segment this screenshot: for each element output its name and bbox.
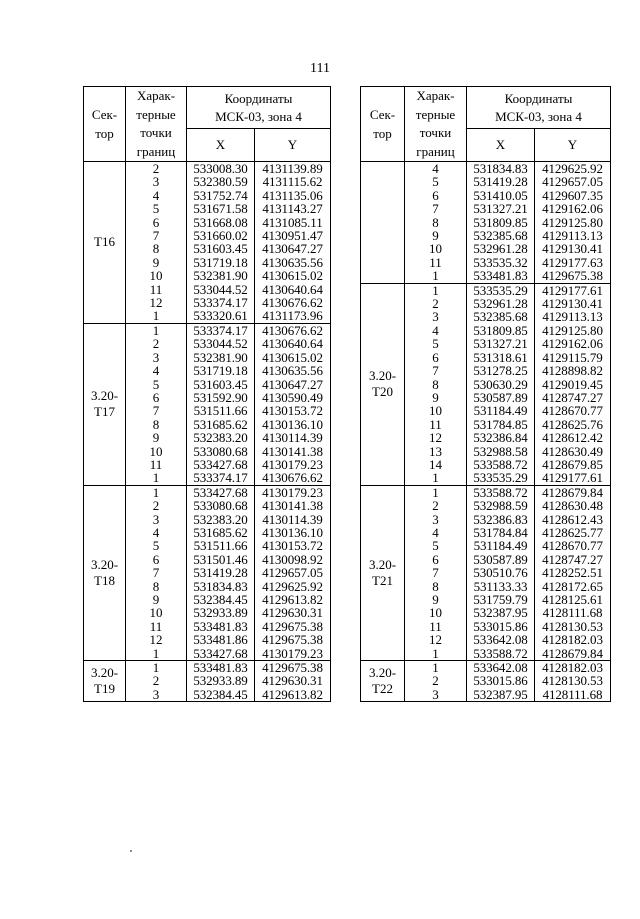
point-cell: 3 bbox=[126, 688, 187, 702]
x-cell: 531592.90 bbox=[187, 391, 255, 404]
point-cell: 2 bbox=[126, 499, 187, 512]
point-cell: 5 bbox=[405, 337, 467, 350]
x-cell: 532386.83 bbox=[467, 513, 535, 526]
x-cell: 533642.08 bbox=[467, 633, 535, 646]
point-cell: 3 bbox=[126, 513, 187, 526]
point-cell: 3 bbox=[126, 175, 187, 188]
point-cell: 8 bbox=[126, 580, 187, 593]
point-cell: 4 bbox=[126, 364, 187, 377]
point-cell: 6 bbox=[405, 189, 467, 202]
x-cell: 532384.45 bbox=[187, 593, 255, 606]
x-cell: 532933.89 bbox=[187, 606, 255, 619]
y-cell: 4129657.05 bbox=[255, 566, 331, 579]
x-cell: 533374.17 bbox=[187, 323, 255, 337]
point-cell: 7 bbox=[126, 404, 187, 417]
point-cell: 10 bbox=[126, 445, 187, 458]
x-cell: 532387.95 bbox=[467, 606, 535, 619]
point-cell: 1 bbox=[405, 485, 467, 499]
x-cell: 533015.86 bbox=[467, 674, 535, 687]
x-cell: 531668.08 bbox=[187, 216, 255, 229]
point-cell: 5 bbox=[126, 202, 187, 215]
point-cell: 6 bbox=[126, 391, 187, 404]
x-cell: 531685.62 bbox=[187, 418, 255, 431]
x-cell: 531660.02 bbox=[187, 229, 255, 242]
y-cell: 4129019.45 bbox=[535, 378, 611, 391]
point-cell: 9 bbox=[126, 431, 187, 444]
x-cell: 533008.30 bbox=[187, 162, 255, 176]
x-cell: 531834.83 bbox=[187, 580, 255, 593]
point-cell: 7 bbox=[405, 202, 467, 215]
point-cell: 8 bbox=[405, 378, 467, 391]
point-cell: 7 bbox=[405, 364, 467, 377]
x-cell: 531278.25 bbox=[467, 364, 535, 377]
y-cell: 4130179.23 bbox=[255, 647, 331, 661]
y-cell: 4130615.02 bbox=[255, 269, 331, 282]
y-cell: 4128898.82 bbox=[535, 364, 611, 377]
table-body-left bbox=[84, 162, 331, 702]
point-cell: 2 bbox=[126, 162, 187, 176]
point-cell: 5 bbox=[126, 378, 187, 391]
header-coordinates: Координаты МСК-03, зона 4 bbox=[467, 87, 611, 129]
header-sector: Сек- тор bbox=[361, 87, 405, 162]
point-cell: 11 bbox=[126, 283, 187, 296]
table-row bbox=[361, 661, 611, 675]
point-cell: 2 bbox=[405, 297, 467, 310]
sector-cell: 3.20- Т18 bbox=[84, 485, 126, 660]
point-cell: 1 bbox=[405, 647, 467, 661]
sector-cell: 3.20- Т17 bbox=[84, 323, 126, 485]
y-cell: 4130136.10 bbox=[255, 526, 331, 539]
y-cell: 4129113.13 bbox=[535, 310, 611, 323]
x-cell: 533535.29 bbox=[467, 283, 535, 297]
point-cell: 12 bbox=[126, 296, 187, 309]
point-cell: 6 bbox=[405, 351, 467, 364]
x-cell: 531834.83 bbox=[467, 162, 535, 176]
x-cell: 531327.21 bbox=[467, 202, 535, 215]
x-cell: 532933.89 bbox=[187, 674, 255, 687]
x-cell: 533080.68 bbox=[187, 445, 255, 458]
y-cell: 4128625.77 bbox=[535, 526, 611, 539]
point-cell: 10 bbox=[405, 242, 467, 255]
x-cell: 531809.85 bbox=[467, 324, 535, 337]
table-row bbox=[84, 162, 331, 176]
point-cell: 9 bbox=[405, 593, 467, 606]
point-cell: 12 bbox=[126, 633, 187, 646]
x-cell: 531410.05 bbox=[467, 189, 535, 202]
y-cell: 4130153.72 bbox=[255, 539, 331, 552]
sector-cell: 3.20- Т19 bbox=[84, 661, 126, 702]
y-cell: 4128111.68 bbox=[535, 688, 611, 702]
point-cell: 1 bbox=[405, 269, 467, 283]
point-cell: 4 bbox=[405, 526, 467, 539]
x-cell: 533588.72 bbox=[467, 485, 535, 499]
point-cell: 9 bbox=[126, 256, 187, 269]
header-x: X bbox=[467, 129, 535, 162]
x-cell: 533044.52 bbox=[187, 337, 255, 350]
header-sector: Сек- тор bbox=[84, 87, 126, 162]
point-cell: 13 bbox=[405, 445, 467, 458]
point-cell: 2 bbox=[126, 337, 187, 350]
point-cell: 5 bbox=[126, 539, 187, 552]
x-cell: 530587.89 bbox=[467, 391, 535, 404]
point-cell: 10 bbox=[405, 404, 467, 417]
point-cell: 2 bbox=[405, 674, 467, 687]
table-row bbox=[84, 323, 331, 337]
header-characteristic-points: Харак- терные точки границ bbox=[405, 87, 467, 162]
table-row bbox=[84, 661, 331, 675]
x-cell: 532961.28 bbox=[467, 297, 535, 310]
point-cell: 3 bbox=[405, 688, 467, 702]
point-cell: 1 bbox=[126, 661, 187, 675]
y-cell: 4130647.27 bbox=[255, 378, 331, 391]
x-cell: 533588.72 bbox=[467, 458, 535, 471]
y-cell: 4128625.76 bbox=[535, 418, 611, 431]
y-cell: 4129657.05 bbox=[535, 175, 611, 188]
x-cell: 532386.84 bbox=[467, 431, 535, 444]
point-cell: 9 bbox=[405, 229, 467, 242]
y-cell: 4129675.38 bbox=[255, 633, 331, 646]
y-cell: 4128747.27 bbox=[535, 391, 611, 404]
scan-speck bbox=[130, 850, 132, 852]
x-cell: 533015.86 bbox=[467, 620, 535, 633]
point-cell: 1 bbox=[126, 647, 187, 661]
y-cell: 4128111.68 bbox=[535, 606, 611, 619]
y-cell: 4130676.62 bbox=[255, 471, 331, 485]
y-cell: 4131135.06 bbox=[255, 189, 331, 202]
y-cell: 4128172.65 bbox=[535, 580, 611, 593]
y-cell: 4130615.02 bbox=[255, 351, 331, 364]
x-cell: 532383.20 bbox=[187, 513, 255, 526]
y-cell: 4128130.53 bbox=[535, 620, 611, 633]
x-cell: 533535.32 bbox=[467, 256, 535, 269]
y-cell: 4129613.82 bbox=[255, 688, 331, 702]
x-cell: 531318.61 bbox=[467, 351, 535, 364]
y-cell: 4129675.38 bbox=[535, 269, 611, 283]
y-cell: 4129177.61 bbox=[535, 471, 611, 485]
point-cell: 8 bbox=[126, 242, 187, 255]
y-cell: 4130179.23 bbox=[255, 458, 331, 471]
x-cell: 531752.74 bbox=[187, 189, 255, 202]
x-cell: 531719.18 bbox=[187, 364, 255, 377]
x-cell: 533481.83 bbox=[187, 661, 255, 675]
y-cell: 4128670.77 bbox=[535, 404, 611, 417]
y-cell: 4129613.82 bbox=[255, 593, 331, 606]
y-cell: 4128679.84 bbox=[535, 647, 611, 661]
x-cell: 531685.62 bbox=[187, 526, 255, 539]
y-cell: 4128252.51 bbox=[535, 566, 611, 579]
x-cell: 531327.21 bbox=[467, 337, 535, 350]
x-cell: 531511.66 bbox=[187, 539, 255, 552]
y-cell: 4129630.31 bbox=[255, 606, 331, 619]
table-row bbox=[361, 485, 611, 499]
point-cell: 7 bbox=[405, 566, 467, 579]
y-cell: 4129125.80 bbox=[535, 324, 611, 337]
x-cell: 533044.52 bbox=[187, 283, 255, 296]
point-cell: 8 bbox=[405, 580, 467, 593]
x-cell: 533481.86 bbox=[187, 633, 255, 646]
y-cell: 4129113.13 bbox=[535, 229, 611, 242]
x-cell: 531603.45 bbox=[187, 378, 255, 391]
point-cell: 3 bbox=[126, 351, 187, 364]
x-cell: 533481.83 bbox=[467, 269, 535, 283]
sector-cell: 3.20- Т21 bbox=[361, 485, 405, 660]
point-cell: 6 bbox=[126, 553, 187, 566]
x-cell: 531719.18 bbox=[187, 256, 255, 269]
y-cell: 4128125.61 bbox=[535, 593, 611, 606]
sector-cell: 3.20- Т22 bbox=[361, 661, 405, 702]
point-cell: 11 bbox=[126, 620, 187, 633]
x-cell: 532381.90 bbox=[187, 269, 255, 282]
point-cell: 4 bbox=[405, 324, 467, 337]
y-cell: 4131143.27 bbox=[255, 202, 331, 215]
y-cell: 4129162.06 bbox=[535, 337, 611, 350]
y-cell: 4129162.06 bbox=[535, 202, 611, 215]
y-cell: 4128612.43 bbox=[535, 513, 611, 526]
y-cell: 4130635.56 bbox=[255, 364, 331, 377]
point-cell: 1 bbox=[405, 471, 467, 485]
coordinates-table-left bbox=[83, 86, 331, 702]
y-cell: 4128130.53 bbox=[535, 674, 611, 687]
y-cell: 4131173.96 bbox=[255, 309, 331, 323]
header-coordinates: Координаты МСК-03, зона 4 bbox=[187, 87, 331, 129]
point-cell: 12 bbox=[405, 633, 467, 646]
y-cell: 4131115.62 bbox=[255, 175, 331, 188]
point-cell: 4 bbox=[126, 189, 187, 202]
table-body-right bbox=[361, 162, 611, 702]
point-cell: 11 bbox=[405, 256, 467, 269]
y-cell: 4130676.62 bbox=[255, 323, 331, 337]
point-cell: 10 bbox=[405, 606, 467, 619]
point-cell: 11 bbox=[405, 620, 467, 633]
y-cell: 4129177.63 bbox=[535, 256, 611, 269]
point-cell: 1 bbox=[405, 661, 467, 675]
point-cell: 10 bbox=[126, 606, 187, 619]
y-cell: 4130590.49 bbox=[255, 391, 331, 404]
x-cell: 531784.84 bbox=[467, 526, 535, 539]
y-cell: 4129675.38 bbox=[255, 661, 331, 675]
point-cell: 7 bbox=[126, 229, 187, 242]
y-cell: 4129625.92 bbox=[535, 162, 611, 176]
header-x: X bbox=[187, 129, 255, 162]
page-number: 111 bbox=[310, 61, 330, 76]
y-cell: 4129675.38 bbox=[255, 620, 331, 633]
y-cell: 4128182.03 bbox=[535, 633, 611, 646]
y-cell: 4130098.92 bbox=[255, 553, 331, 566]
header-y: Y bbox=[255, 129, 331, 162]
x-cell: 533320.61 bbox=[187, 309, 255, 323]
x-cell: 530630.29 bbox=[467, 378, 535, 391]
sector-cell bbox=[361, 162, 405, 284]
y-cell: 4130179.23 bbox=[255, 485, 331, 499]
y-cell: 4129625.92 bbox=[255, 580, 331, 593]
point-cell: 2 bbox=[405, 499, 467, 512]
y-cell: 4130153.72 bbox=[255, 404, 331, 417]
x-cell: 531603.45 bbox=[187, 242, 255, 255]
x-cell: 531419.28 bbox=[187, 566, 255, 579]
header-characteristic-points: Харак- терные точки границ bbox=[126, 87, 187, 162]
y-cell: 4130141.38 bbox=[255, 499, 331, 512]
x-cell: 532961.28 bbox=[467, 242, 535, 255]
sector-cell: Т16 bbox=[84, 162, 126, 324]
point-cell: 3 bbox=[405, 513, 467, 526]
y-cell: 4130114.39 bbox=[255, 513, 331, 526]
y-cell: 4129607.35 bbox=[535, 189, 611, 202]
point-cell: 4 bbox=[405, 162, 467, 176]
y-cell: 4128670.77 bbox=[535, 539, 611, 552]
x-cell: 531511.66 bbox=[187, 404, 255, 417]
y-cell: 4128182.03 bbox=[535, 661, 611, 675]
y-cell: 4128630.49 bbox=[535, 445, 611, 458]
point-cell: 2 bbox=[126, 674, 187, 687]
y-cell: 4129130.41 bbox=[535, 242, 611, 255]
point-cell: 1 bbox=[126, 309, 187, 323]
x-cell: 531671.58 bbox=[187, 202, 255, 215]
point-cell: 6 bbox=[126, 216, 187, 229]
y-cell: 4130114.39 bbox=[255, 431, 331, 444]
y-cell: 4129630.31 bbox=[255, 674, 331, 687]
x-cell: 531184.49 bbox=[467, 539, 535, 552]
point-cell: 7 bbox=[126, 566, 187, 579]
x-cell: 533427.68 bbox=[187, 647, 255, 661]
x-cell: 531501.46 bbox=[187, 553, 255, 566]
x-cell: 533080.68 bbox=[187, 499, 255, 512]
x-cell: 531759.79 bbox=[467, 593, 535, 606]
coordinates-table-right bbox=[360, 86, 611, 702]
header-y: Y bbox=[535, 129, 611, 162]
x-cell: 532385.68 bbox=[467, 229, 535, 242]
y-cell: 4128679.84 bbox=[535, 485, 611, 499]
y-cell: 4130951.47 bbox=[255, 229, 331, 242]
point-cell: 1 bbox=[405, 283, 467, 297]
x-cell: 531133.33 bbox=[467, 580, 535, 593]
point-cell: 4 bbox=[126, 526, 187, 539]
x-cell: 531809.85 bbox=[467, 216, 535, 229]
x-cell: 533374.17 bbox=[187, 296, 255, 309]
y-cell: 4131139.89 bbox=[255, 162, 331, 176]
x-cell: 532988.59 bbox=[467, 499, 535, 512]
y-cell: 4128747.27 bbox=[535, 553, 611, 566]
point-cell: 1 bbox=[126, 471, 187, 485]
y-cell: 4130635.56 bbox=[255, 256, 331, 269]
y-cell: 4130640.64 bbox=[255, 283, 331, 296]
x-cell: 531419.28 bbox=[467, 175, 535, 188]
x-cell: 533642.08 bbox=[467, 661, 535, 675]
point-cell: 9 bbox=[405, 391, 467, 404]
point-cell: 9 bbox=[126, 593, 187, 606]
point-cell: 8 bbox=[405, 216, 467, 229]
sector-cell: 3.20- Т20 bbox=[361, 283, 405, 485]
x-cell: 533374.17 bbox=[187, 471, 255, 485]
point-cell: 5 bbox=[405, 539, 467, 552]
point-cell: 11 bbox=[405, 418, 467, 431]
y-cell: 4130647.27 bbox=[255, 242, 331, 255]
table-row bbox=[361, 162, 611, 176]
point-cell: 3 bbox=[405, 310, 467, 323]
y-cell: 4129130.41 bbox=[535, 297, 611, 310]
x-cell: 533427.68 bbox=[187, 458, 255, 471]
x-cell: 532387.95 bbox=[467, 688, 535, 702]
point-cell: 6 bbox=[405, 553, 467, 566]
y-cell: 4129115.79 bbox=[535, 351, 611, 364]
point-cell: 1 bbox=[126, 323, 187, 337]
x-cell: 532380.59 bbox=[187, 175, 255, 188]
point-cell: 5 bbox=[405, 175, 467, 188]
y-cell: 4130136.10 bbox=[255, 418, 331, 431]
table-row bbox=[361, 283, 611, 297]
y-cell: 4130640.64 bbox=[255, 337, 331, 350]
y-cell: 4128630.48 bbox=[535, 499, 611, 512]
y-cell: 4130676.62 bbox=[255, 296, 331, 309]
point-cell: 1 bbox=[126, 485, 187, 499]
x-cell: 532385.68 bbox=[467, 310, 535, 323]
point-cell: 8 bbox=[126, 418, 187, 431]
x-cell: 530587.89 bbox=[467, 553, 535, 566]
y-cell: 4128612.42 bbox=[535, 431, 611, 444]
x-cell: 531184.49 bbox=[467, 404, 535, 417]
table-row bbox=[84, 485, 331, 499]
y-cell: 4129177.61 bbox=[535, 283, 611, 297]
y-cell: 4131085.11 bbox=[255, 216, 331, 229]
point-cell: 12 bbox=[405, 431, 467, 444]
x-cell: 532384.45 bbox=[187, 688, 255, 702]
x-cell: 533588.72 bbox=[467, 647, 535, 661]
point-cell: 10 bbox=[126, 269, 187, 282]
x-cell: 531784.85 bbox=[467, 418, 535, 431]
y-cell: 4130141.38 bbox=[255, 445, 331, 458]
x-cell: 532988.58 bbox=[467, 445, 535, 458]
point-cell: 11 bbox=[126, 458, 187, 471]
point-cell: 14 bbox=[405, 458, 467, 471]
x-cell: 530510.76 bbox=[467, 566, 535, 579]
x-cell: 532381.90 bbox=[187, 351, 255, 364]
x-cell: 532383.20 bbox=[187, 431, 255, 444]
y-cell: 4129125.80 bbox=[535, 216, 611, 229]
x-cell: 533481.83 bbox=[187, 620, 255, 633]
x-cell: 533535.29 bbox=[467, 471, 535, 485]
y-cell: 4128679.85 bbox=[535, 458, 611, 471]
x-cell: 533427.68 bbox=[187, 485, 255, 499]
